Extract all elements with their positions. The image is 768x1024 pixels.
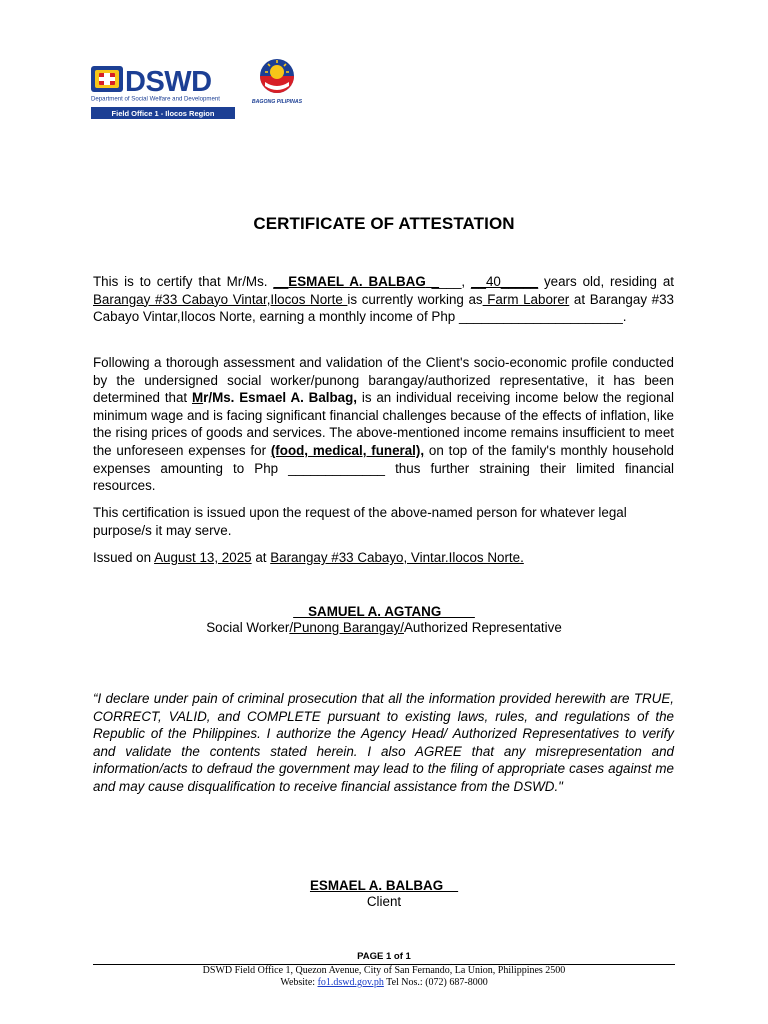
assessment-paragraph <box>93 354 674 495</box>
telephone: Tel Nos.: (072) 687-8000 <box>383 977 488 988</box>
declaration-paragraph: “I declare under pain of criminal prosecution that all the information provided herewith are TRUE, CORRECT, VALID, and COMPLETE pursuant to existing laws, rules, and regulations of the Republic of the Philippines. I authorize the Agency Head/ Authorized Representatives to verify and validate the contents stated herein. I also AGREE that any misrepresentation and information/acts to defraud the government may lead to the filing of appropriate cases against me and may cause disqualification to receive financial assistance from the DSWD." <box>93 691 674 794</box>
bagong-pilipinas-logo <box>250 52 306 108</box>
dswd-emblem-icon <box>90 62 236 120</box>
dswd-logo <box>90 62 236 120</box>
signatory-block <box>0 604 768 636</box>
client-occupation: Farm Laborer <box>482 291 570 307</box>
role-authorized-rep: Authorized Representative <box>403 620 562 635</box>
text-segment: Following a thorough assessment and validation of the Client's socio-economic profile conducted by the undersigned social worker/punong barangay/authorized representative, it has been determined that <box>93 355 674 406</box>
client-signature-block <box>0 878 768 910</box>
website-label: Website: <box>280 977 318 988</box>
issued-place: Barangay #33 Cabayo, Vintar.Ilocos Norte. <box>270 550 524 565</box>
text-segment: years old, residing at <box>538 274 674 289</box>
client-address: Barangay #33 Cabayo Vintar,Ilocos Norte <box>93 291 348 307</box>
client-name: ESMAEL A. BALBAG <box>288 274 426 289</box>
client-label: Client <box>366 894 402 909</box>
bagong-pilipinas-emblem-icon <box>250 52 306 108</box>
separator: ___, <box>439 274 472 289</box>
text-segment: This is to certify that Mr/Ms. <box>93 274 274 289</box>
certification-paragraph <box>93 273 674 326</box>
dswd-wordmark: DSWD <box>125 66 212 98</box>
name-prefix: __ <box>273 274 289 289</box>
client-age: __40_____ <box>471 274 539 289</box>
name-suffix: _ <box>425 274 440 289</box>
text-segment: Issued on <box>93 550 155 565</box>
footer-contact <box>0 977 768 989</box>
client-name-bold: r/Ms. Esmael A. Balbag, <box>203 390 358 406</box>
page-number: PAGE 1 of 1 <box>357 951 411 962</box>
issued-date: August 13, 2025 <box>154 550 252 565</box>
text-segment: at <box>251 550 271 565</box>
expense-types: (food, medical, funeral), <box>270 442 425 458</box>
text-segment: at Barangay #33 Cabayo Vintar,Ilocos Norte, earning a monthly income of Php ______________________. <box>93 291 674 325</box>
text-segment: is currently working as <box>347 291 483 307</box>
website-link[interactable]: fo1.dswd.gov.ph <box>317 977 384 988</box>
name-initial: M <box>191 390 204 406</box>
text-segment: on top of the family's monthly household expenses amounting to Php _____________ thus further straining their limited financial resources. <box>93 442 675 494</box>
bagong-pilipinas-text: BAGONG PILIPINAS <box>251 99 303 105</box>
text-segment: is an individual receiving income below the regional minimum wage and is facing significant financial challenges because of the effects of inflation, like the rising prices of goods and services. The above-mentioned income remains insufficient to meet the unforeseen expenses for <box>93 390 675 458</box>
footer-address: DSWD Field Office 1, Quezon Avenue, City of San Fernando, La Union, Philippines 2500 <box>202 965 566 976</box>
role-punong-barangay: /Punong Barangay/ <box>289 620 404 635</box>
signatory-role <box>0 620 768 636</box>
issued-line <box>93 549 674 567</box>
client-signature-name: ESMAEL A. BALBAG__ <box>309 878 459 893</box>
signatory-name: __SAMUEL A. AGTANG__ __ <box>293 604 475 619</box>
dswd-dept-text: Department of Social Welfare and Development <box>91 95 220 103</box>
dswd-field-office-text: Field Office 1 - Ilocos Region <box>111 109 215 118</box>
document-title: CERTIFICATE OF ATTESTATION <box>253 214 515 233</box>
purpose-paragraph: This certification is issued upon the request of the above-named person for whatever legal purpose/s it may serve. <box>93 505 627 538</box>
footer-address-block <box>0 965 768 989</box>
role-social-worker: Social Worker <box>206 620 290 635</box>
